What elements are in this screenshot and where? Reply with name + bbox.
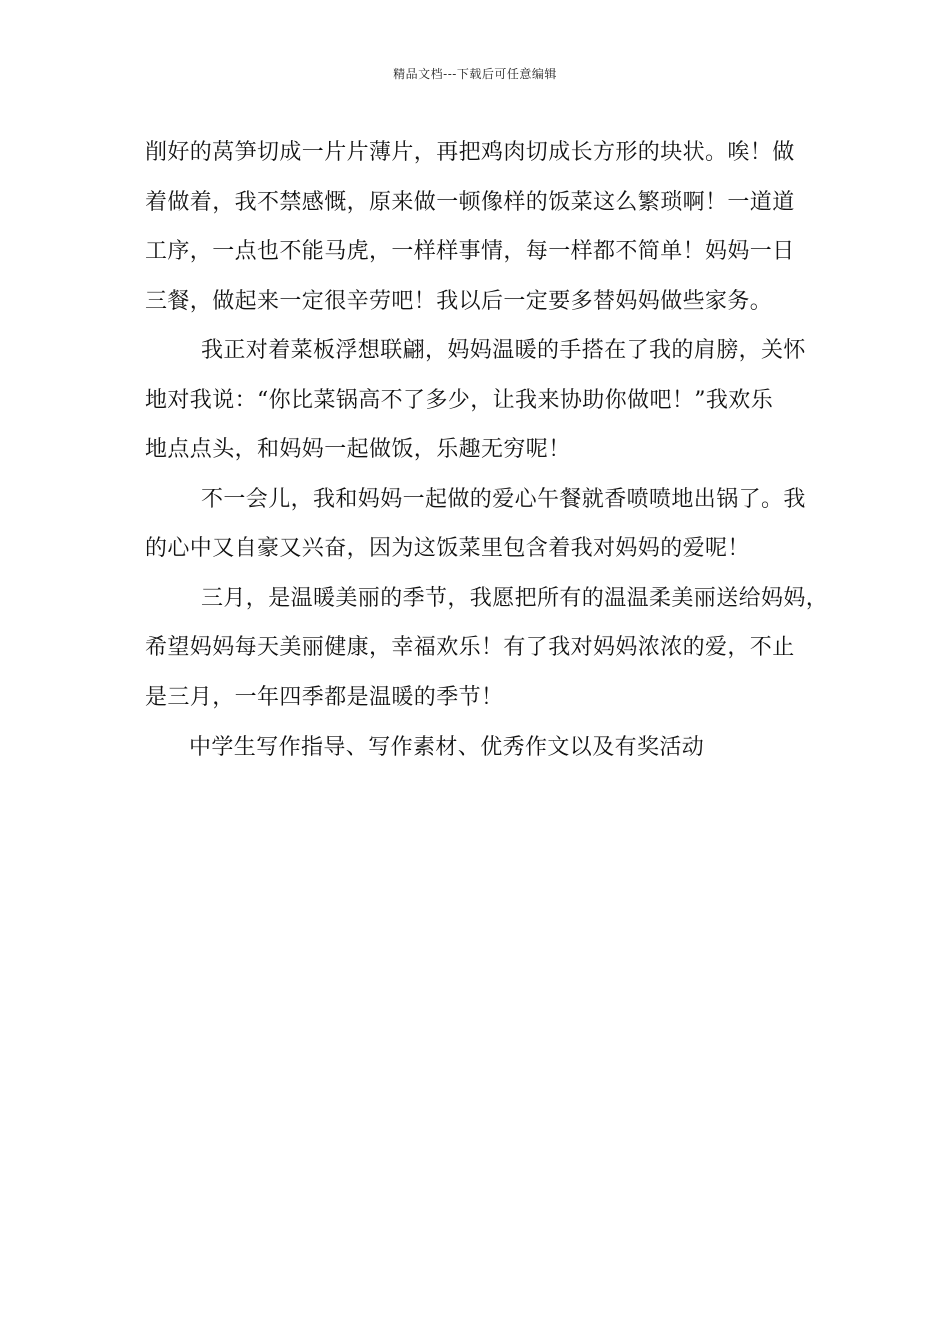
essay-line: 工序，一点也不能马虎，一样样事情，每一样都不简单！妈妈一日 bbox=[145, 239, 795, 264]
essay-line: 三餐，做起来一定很辛劳吧！我以后一定要多替妈妈做些家务。 bbox=[145, 288, 773, 314]
essay-line: 削好的莴笋切成一片片薄片，再把鸡肉切成长方形的块状。唉！做 bbox=[145, 140, 795, 165]
page-header: 精品文档---下载后可任意编辑 bbox=[393, 67, 557, 81]
paragraph-start-line: 不一会儿，我和妈妈一起做的爱心午餐就香喷喷地出锅了。我 bbox=[201, 486, 806, 512]
essay-line: 地对我说：“你比菜锅高不了多少，让我来协助你做吧！”我欢乐 bbox=[145, 387, 774, 413]
essay-line: 的心中又自豪又兴奋，因为这饭菜里包含着我对妈妈的爱呢！ bbox=[145, 536, 750, 561]
promo-line: 中学生写作指导、写作素材、优秀作文以及有奖活动 bbox=[189, 735, 705, 760]
essay-line: 着做着，我不禁感慨，原来做一顿像样的饭菜这么繁琐啊！一道道 bbox=[145, 189, 795, 215]
paragraph-start-line: 三月，是温暖美丽的季节，我愿把所有的温温柔美丽送给妈妈， bbox=[201, 585, 829, 611]
paragraph-start-line: 我正对着菜板浮想联翩，妈妈温暖的手搭在了我的肩膀，关怀 bbox=[201, 338, 806, 363]
essay-line: 是三月，一年四季都是温暖的季节！ bbox=[145, 684, 504, 710]
essay-line: 地点点头，和妈妈一起做饭，乐趣无穷呢！ bbox=[145, 437, 571, 462]
essay-body bbox=[145, 128, 829, 722]
essay-line: 希望妈妈每天美丽健康，幸福欢乐！有了我对妈妈浓浓的爱，不止 bbox=[145, 635, 795, 660]
